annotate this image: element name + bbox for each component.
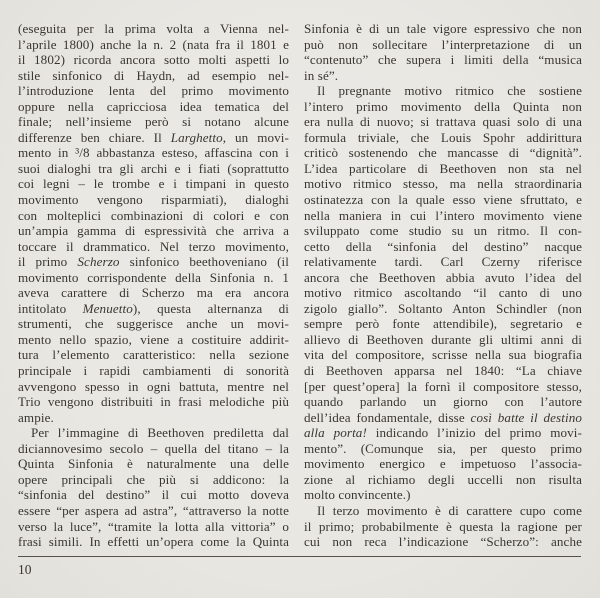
text-line: mento in ³/8 abbastanza esteso, affascina con i	[18, 145, 289, 161]
text-line: motivo ritmico ascoltando “il canto di uno	[304, 285, 582, 301]
text-line: “sinfonia del destino” il cui motto doveva	[18, 487, 289, 503]
text-line: dell’idea fondamentale, disse così batte il destino	[304, 409, 582, 425]
text-line: ancora che Beethoven abbia avuto l’idea del	[304, 269, 582, 285]
paragraph	[18, 425, 289, 549]
text-line: frasi simili. In effetti un’opera come la Quinta	[18, 534, 289, 550]
text-column-right	[304, 21, 582, 550]
text-line: mento nello spazio, viene a costituire addirit-	[18, 331, 289, 347]
text-line: può non sollecitare l’interpretazione di un	[304, 36, 582, 52]
text-line: toccare il drammatico. Nel terzo movimento,	[18, 238, 289, 254]
text-line: vita del compositore, scrisse nella sua biografia	[304, 347, 582, 363]
text-line: suoi dialoghi tra gli archi e i fiati (soprattutto	[18, 160, 289, 176]
text-line: il primo; probabilmente è questa la ragione per	[304, 518, 582, 534]
page-number: 10	[18, 562, 32, 577]
text-line: strumenti, che suggerisce anche un movi-	[18, 316, 289, 332]
text-line: principale i rapidi cambiamenti di sonorità	[18, 363, 289, 379]
text-line: avvengono spesso in ogni battuta, mentre nel	[18, 378, 289, 394]
text-line: stile sinfonico di Haydn, ad esempio nel-	[18, 67, 289, 83]
text-line: movimento energico e impetuoso l’associa-	[304, 456, 582, 472]
text-line: Trio vengono distribuiti in frasi melodiche più	[18, 394, 289, 410]
text-line: in sé”.	[304, 67, 339, 83]
text-line: movimento corrispondente della Sinfonia n. 1	[18, 269, 289, 285]
text-line: L’idea particolare di Beethoven non sta nel	[304, 160, 582, 176]
text-line: Per l’immagine di Beethoven prediletta dal	[31, 425, 289, 441]
text-line: Sinfonia è di un tale vigore espressivo che non	[304, 21, 582, 36]
text-line: aveva carattere di Scherzo ma era ancora	[18, 285, 289, 301]
text-line: finale; nell’insieme però si notano alcune	[18, 114, 289, 130]
text-column-left	[18, 21, 289, 550]
text-line: tura l’elemento caratteristico: nella sezione	[18, 347, 289, 363]
paragraph	[304, 503, 582, 550]
text-line: diciannovesimo secolo – quella del titano – la	[18, 440, 289, 456]
text-line: ostinatezza con la quale esso viene sfruttato, e	[304, 192, 582, 208]
text-line: “contenuto” che supera i limiti della “musica	[304, 52, 582, 68]
text-line: (eseguita per la prima volta a Vienna nel-	[18, 21, 289, 36]
text-line: nella maniera in cui l’intero movimento viene	[304, 207, 582, 223]
text-line: di Beethoven apparsa nel 1840: “La chiave	[304, 363, 582, 379]
text-line: zione al richiamo degli uccelli non risulta	[304, 471, 582, 487]
text-line: Il pregnante motivo ritmico che sostiene	[317, 83, 582, 99]
text-line: Il terzo movimento è di carattere cupo come	[317, 502, 582, 518]
text-line: sempre però fonte attendibile), segretario e	[304, 316, 582, 332]
text-line: oppure nella capricciosa idea tematica del	[18, 98, 289, 114]
text-line: mento”. (Comunque sia, per questo primo	[304, 440, 582, 456]
text-line: allievo di Beethoven durante gli ultimi anni di	[304, 331, 582, 347]
text-line: essere “per aspera ad astra”, “attraverso la notte	[18, 502, 289, 518]
text-line: quando parlando un giorno con l’autore	[304, 394, 582, 410]
text-line: un’ampia gamma di espressività che arriva a	[18, 223, 289, 239]
text-line: il 1802) ricorda ancora sotto molti aspetti lo	[18, 52, 289, 68]
paragraph	[18, 21, 289, 425]
text-line: l’introduzione lenta del primo movimento	[18, 83, 289, 99]
text-line: sviluppato come studio su un ritmo. Il con-	[304, 223, 582, 239]
text-line: [per quest’opera] la fornì il compositore stesso,	[304, 378, 582, 394]
text-line: differenze ben chiare. Il Larghetto, un movi-	[18, 129, 289, 145]
text-line: motivo ritmico stesso, ma nella straordinaria	[304, 176, 582, 192]
footer-rule	[18, 556, 581, 557]
text-line: era nulla di nuovo; si trattava quasi solo di una	[304, 114, 582, 130]
text-line: alla porta! indicando l’inizio del primo movi-	[304, 425, 582, 441]
text-line: opere principali che più si addicono: la	[18, 471, 289, 487]
text-line: relativamente tardi. Carl Czerny riferisce	[304, 254, 582, 270]
text-line: zigolo giallo”. Soltanto Anton Schindler (non	[304, 300, 582, 316]
text-line: Quinta Sinfonia è naturalmente una delle	[18, 456, 289, 472]
text-line: con molteplici combinazioni di colori e con	[18, 207, 289, 223]
text-line: l’intero primo movimento della Quinta non	[304, 98, 582, 114]
text-line: movimento vengono risparmiati), dialoghi	[18, 192, 289, 208]
text-line: ampie.	[18, 409, 54, 425]
text-line: il primo Scherzo sinfonico beethoveniano (il	[18, 254, 289, 270]
text-line: formula triviale, che Louis Spohr addirittura	[304, 129, 582, 145]
text-line: verso la luce”, “tramite la lotta alla vittoria” o	[18, 518, 289, 534]
text-line: coi legni – le trombe e i timpani in questo	[18, 176, 289, 192]
text-line: molto convincente.)	[304, 487, 411, 503]
paragraph	[304, 21, 582, 83]
text-line: cetto della “sinfonia del destino” nacque	[304, 238, 582, 254]
paragraph	[304, 83, 582, 503]
text-line: criticò sostenendo che mancasse di “dignità”.	[304, 145, 582, 161]
text-line: cui non reca l’indicazione “Scherzo”: anche	[304, 534, 582, 550]
text-line: intitolato Menuetto), questa alternanza di	[18, 300, 289, 316]
text-line: l’aprile 1800) anche la n. 2 (nata fra il 1801 e	[18, 36, 289, 52]
